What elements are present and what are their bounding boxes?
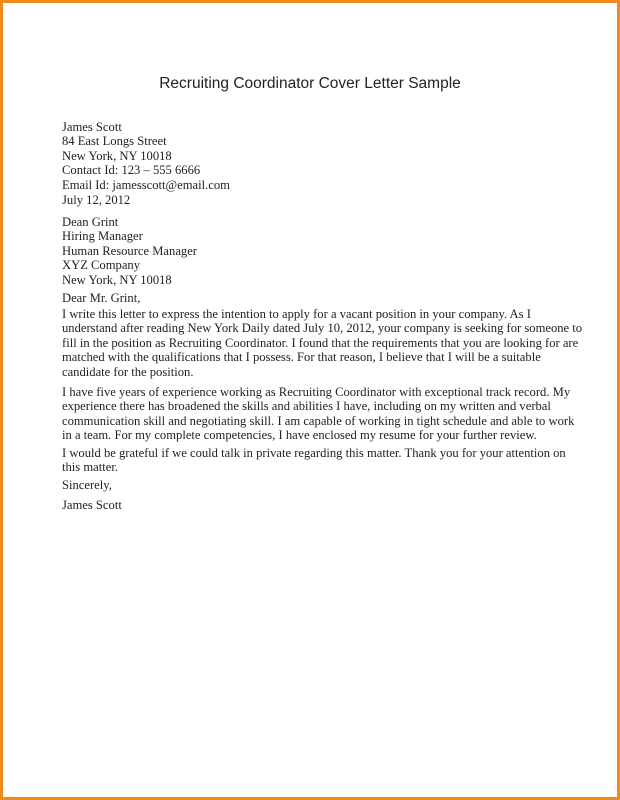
recipient-title: Hiring Manager: [62, 229, 143, 244]
line: communication skill and negotiating skill. I am capable of working in tight schedule and able to work: [62, 413, 575, 428]
document-title: Recruiting Coordinator Cover Letter Sample: [159, 75, 461, 92]
line: fill in the position as Recruiting Coordinator. I found that the requirements that you are looking for are: [62, 335, 579, 350]
line: understand after reading New York Daily dated July 10, 2012, your company is seeking for someone to: [62, 321, 583, 336]
sender-address: [62, 120, 230, 192]
paragraph-3: [62, 446, 566, 475]
line: I have five years of experience working as Recruiting Coordinator with exceptional track record. My: [62, 385, 571, 399]
sender-email: Email Id: jamesscott@email.com: [62, 177, 230, 192]
line: I write this letter to express the intention to apply for a vacant position in your company. As I: [62, 307, 531, 321]
line: experience there has broadened the skills and abilities I have, including on my written and verbal: [62, 399, 551, 414]
closing: Sincerely,: [62, 478, 112, 492]
paragraph-1: [62, 307, 582, 379]
recipient-company: XYZ Company: [62, 258, 141, 273]
signature: James Scott: [62, 498, 122, 512]
recipient-city: New York, NY 10018: [62, 272, 172, 287]
sender-city: New York, NY 10018: [62, 148, 172, 163]
line: in a team. For my complete competencies, I have enclosed my resume for your further review.: [62, 428, 537, 443]
recipient-address: [62, 215, 197, 287]
recipient-dept: Human Resource Manager: [62, 243, 197, 258]
line: matched with the qualifications that I possess. For that reason, I believe that I will be a suitable: [62, 350, 541, 365]
recipient-name: Dean Grint: [62, 215, 119, 229]
salutation: Dear Mr. Grint,: [62, 291, 141, 305]
line: candidate for the position.: [62, 364, 194, 379]
sender-contact: Contact Id: 123 – 555 6666: [62, 163, 201, 178]
paragraph-2: [62, 385, 574, 443]
sender-street: 84 East Longs Street: [62, 134, 167, 149]
line: I would be grateful if we could talk in private regarding this matter. Thank you for your attention on: [62, 446, 566, 460]
sender-name: James Scott: [62, 120, 122, 134]
letter-date: July 12, 2012: [62, 193, 131, 207]
line: this matter.: [62, 460, 118, 475]
